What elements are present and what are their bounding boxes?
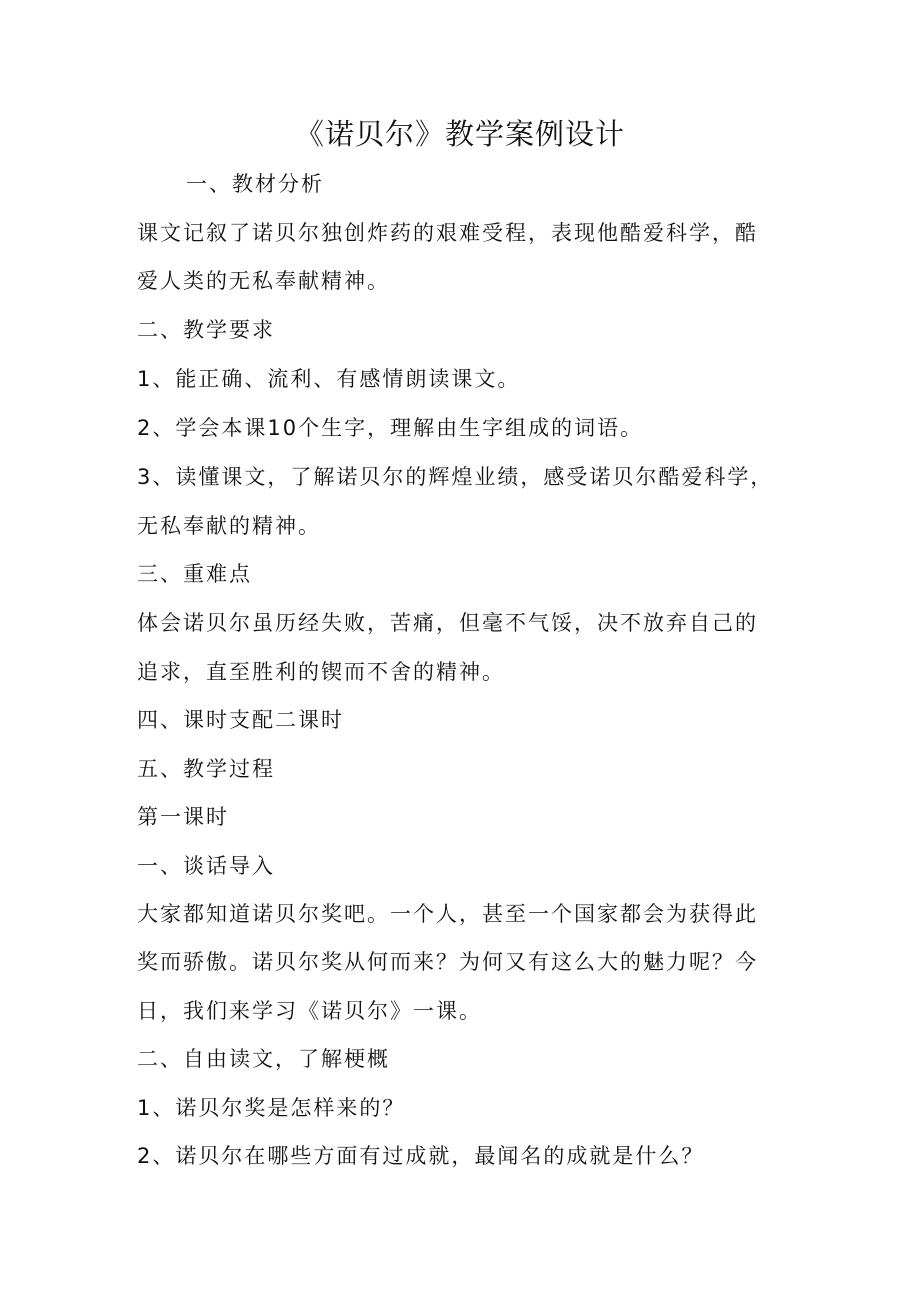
section-heading: 二、教学要求 (137, 318, 275, 342)
list-item: 1、能正确、流利、有感情朗读课文。 (137, 367, 521, 391)
section-heading: 一、教材分析 (186, 172, 324, 196)
paragraph-line: 爱人类的无私奉献精神。 (137, 269, 390, 293)
document-title: 《诺贝尔》教学案例设计 (294, 117, 625, 151)
list-item: 2、学会本课10个生字，理解由生字组成的词语。 (137, 416, 644, 440)
list-item: 3、读懂课文，了解诺贝尔的辉煌业绩，感受诺贝尔酷爱科学， (137, 465, 774, 489)
section-heading: 五、教学过程 (137, 757, 275, 781)
section-heading: 四、课时支配二课时 (137, 708, 344, 732)
paragraph-line: 体会诺贝尔虽历经失败，苦痛，但毫不气馁，决不放弃自己的 (137, 611, 758, 635)
section-heading: 二、自由读文，了解梗概 (137, 1047, 390, 1071)
paragraph-line: 课文记叙了诺贝尔独创炸药的艰难受程，表现他酷爱科学，酷 (137, 221, 758, 245)
subsection-heading: 第一课时 (137, 805, 229, 829)
paragraph-line: 日，我们来学习《诺贝尔》一课。 (137, 999, 482, 1023)
list-item: 2、诺贝尔在哪些方面有过成就，最闻名的成就是什么？ (137, 1144, 705, 1168)
section-heading: 三、重难点 (137, 562, 252, 586)
list-item-continuation: 无私奉献的精神。 (137, 514, 321, 538)
paragraph-line: 追求，直至胜利的锲而不舍的精神。 (137, 660, 505, 684)
section-heading: 一、谈话导入 (137, 854, 275, 878)
paragraph-line: 奖而骄傲。诺贝尔奖从何而来？为何又有这么大的魅力呢？今 (137, 950, 758, 974)
list-item: 1、诺贝尔奖是怎样来的？ (137, 1096, 406, 1120)
paragraph-line: 大家都知道诺贝尔奖吧。一个人，甚至一个国家都会为获得此 (137, 902, 758, 926)
